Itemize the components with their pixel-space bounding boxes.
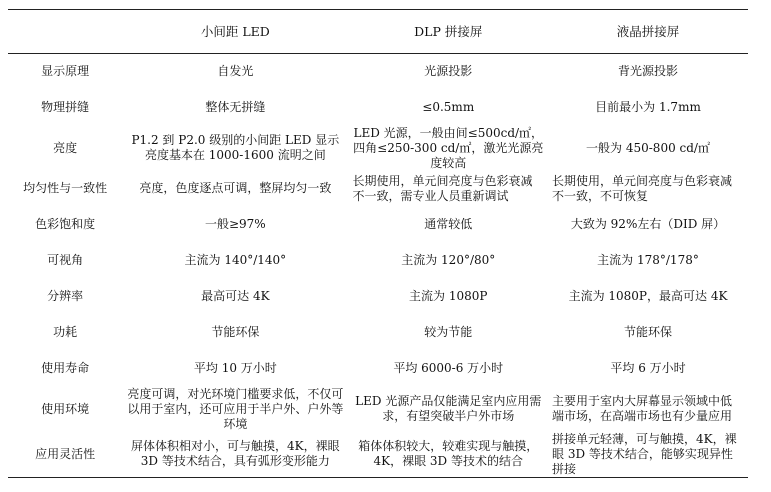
cell-led: 最高可达 4K xyxy=(201,289,270,303)
cell-dlp: 较为节能 xyxy=(424,325,473,339)
cell-led: 主流为 140°/140° xyxy=(184,253,287,267)
cell-dlp: 平均 6000-6 万小时 xyxy=(393,361,504,375)
cell-led: P1.2 到 P2.0 级别的小间距 LED 显示亮度基本在 1000-1600 流明之间 xyxy=(131,133,340,162)
cell-dlp: 主流为 1080P xyxy=(409,289,488,303)
table-row xyxy=(8,279,748,315)
row-label: 应用灵活性 xyxy=(8,432,122,478)
cell-led: 亮度，色度逐点可调，整屏均匀一致 xyxy=(139,181,332,195)
cell-led: 亮度可调，对光环境门槛要求低，不仅可以用于室内，还可应用于半户外、户外等环境 xyxy=(127,386,344,431)
row-label: 均匀性与一致性 xyxy=(23,181,108,195)
cell-lcd: 节能环保 xyxy=(624,325,673,339)
cell-led: 整体无拼缝 xyxy=(205,100,266,114)
cell-lcd: 长期使用，单元间亮度与色彩衰减不一致，不可恢复 xyxy=(552,173,733,203)
cell-dlp: 主流为 120°/80° xyxy=(401,253,496,267)
cell-lcd: 一般为 450-800 cd/㎡ xyxy=(586,140,710,155)
table-row xyxy=(8,387,748,432)
header-cell-dlp: DLP 拼接屏 xyxy=(349,10,549,54)
cell-lcd: 拼接单元轻薄，可与触摸，4K，裸眼 3D 等技术结合，能够实现异性拼接 xyxy=(548,432,748,478)
cell-lcd: 目前最小为 1.7mm xyxy=(595,100,701,114)
table-row xyxy=(8,243,748,279)
cell-lcd: 主流为 1080P，最高可达 4K xyxy=(568,289,728,303)
row-label: 显示原理 xyxy=(41,64,90,79)
cell-lcd: 主要用于室内大屏幕显示领域中低端市场，在高端市场也有少量应用 xyxy=(552,394,733,423)
cell-lcd: 背光源投影 xyxy=(618,64,679,79)
table-row xyxy=(8,54,748,90)
header-cell-blank xyxy=(8,10,122,54)
cell-dlp: 光源投影 xyxy=(424,64,473,79)
cell-led: 平均 10 万小时 xyxy=(193,361,277,375)
row-label: 色彩饱和度 xyxy=(35,217,96,231)
table-row xyxy=(8,90,748,126)
table-row xyxy=(8,126,748,171)
cell-dlp: 长期使用，单元间亮度与色彩衰减不一致，需专业人员重新调试 xyxy=(352,173,533,203)
cell-led: 一般≥97% xyxy=(204,217,266,231)
cell-dlp: ≤0.5mm xyxy=(422,100,475,114)
cell-led: 自发光 xyxy=(217,64,254,79)
table-row xyxy=(8,351,748,387)
header-cell-led: 小间距 LED xyxy=(122,10,348,54)
row-label: 亮度 xyxy=(53,140,78,155)
cell-lcd: 主流为 178°/178° xyxy=(597,253,699,267)
cell-dlp: 通常较低 xyxy=(424,217,473,231)
row-label: 可视角 xyxy=(47,253,84,267)
row-label: 使用寿命 xyxy=(41,361,90,375)
row-label: 物理拼缝 xyxy=(41,100,90,114)
row-label: 使用环境 xyxy=(41,401,90,416)
row-label: 分辨率 xyxy=(47,289,84,303)
cell-dlp: 箱体体积较大，较难实现与触摸，4K，裸眼 3D 等技术的结合 xyxy=(349,432,549,478)
table-row xyxy=(8,207,748,243)
cell-lcd: 大致为 92%左右（DID 屏） xyxy=(570,217,726,231)
cell-led: 屏体体积相对小，可与触摸，4K，裸眼 3D 等技术结合，具有弧形变形能力 xyxy=(122,432,348,478)
header-cell-lcd: 液晶拼接屏 xyxy=(548,10,748,54)
cell-led: 节能环保 xyxy=(211,325,260,339)
cell-dlp: LED 光源，一般由间≤500cd/㎡，四角≤250-300 cd/㎡，激光光源亮度较高 xyxy=(353,125,544,170)
cell-dlp: LED 光源产品仅能满足室内应用需求，有望突破半户外市场 xyxy=(355,394,542,423)
header-row xyxy=(8,10,748,54)
cell-lcd: 平均 6 万小时 xyxy=(610,361,686,375)
comparison-table xyxy=(8,9,748,478)
table-row xyxy=(8,171,748,207)
table-row xyxy=(8,315,748,351)
table-row xyxy=(8,432,748,478)
row-label: 功耗 xyxy=(53,325,78,339)
